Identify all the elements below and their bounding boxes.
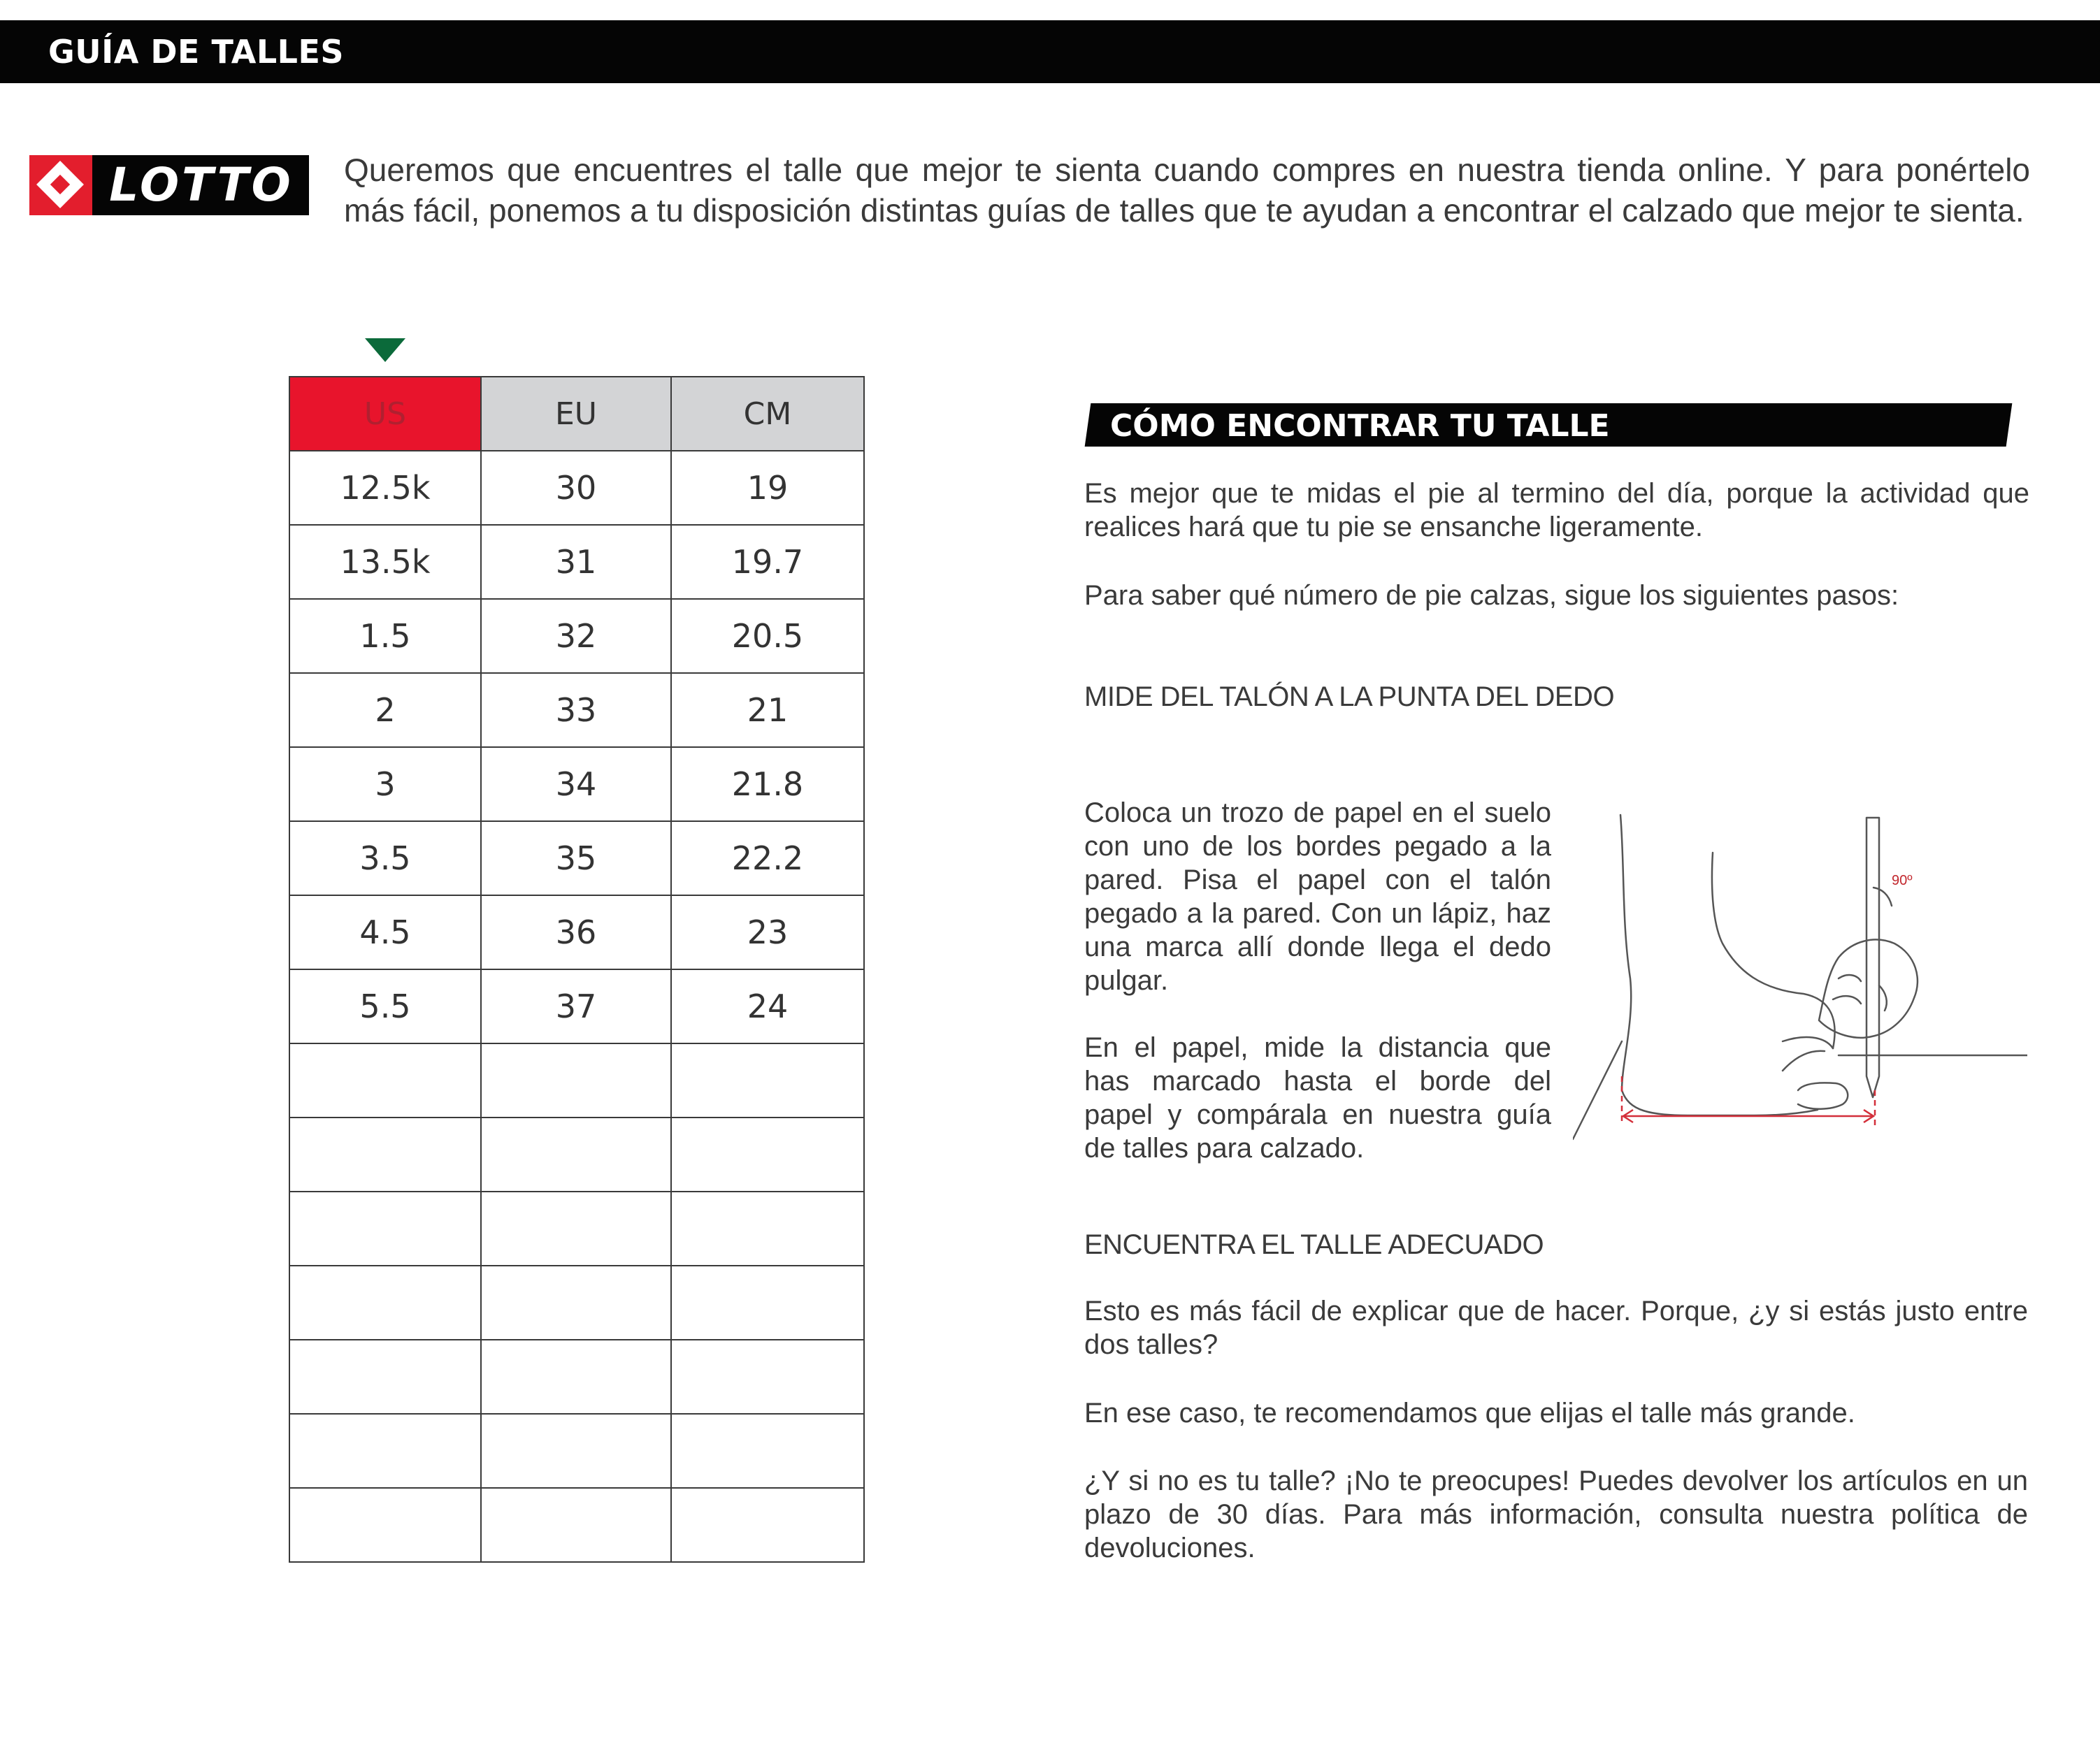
header-bar	[0, 20, 2100, 83]
table-row	[289, 1118, 864, 1192]
cell-us	[289, 1488, 481, 1562]
table-row	[289, 747, 864, 821]
cell-eu	[481, 1488, 671, 1562]
lotto-logo	[29, 155, 309, 215]
step1-heading: MIDE DEL TALÓN A LA PUNTA DEL DEDO	[1084, 681, 1615, 712]
leg-back-line	[1620, 815, 1631, 1090]
table-row	[289, 1266, 864, 1340]
cell-eu	[481, 1414, 671, 1488]
table-row	[289, 1414, 864, 1488]
toe-detail	[1798, 1083, 1848, 1108]
cell-eu	[481, 1043, 671, 1118]
cell-cm	[671, 1266, 864, 1340]
cell-cm: 20.5	[671, 599, 864, 673]
size-table-header	[289, 377, 864, 451]
cell-eu: 32	[481, 599, 671, 673]
cell-eu	[481, 1266, 671, 1340]
table-row	[289, 1340, 864, 1414]
cell-cm: 22.2	[671, 821, 864, 895]
table-row	[289, 1488, 864, 1562]
table-row	[289, 525, 864, 599]
cell-cm: 23	[671, 895, 864, 969]
cell-us	[289, 1192, 481, 1266]
logo-wordmark: LOTTO	[109, 158, 294, 212]
finger-1	[1839, 975, 1861, 981]
table-row	[289, 1043, 864, 1118]
column-header-eu[interactable]: EU	[481, 377, 671, 451]
cell-us: 12.5k	[289, 451, 481, 525]
finger-2	[1833, 996, 1861, 1004]
table-row	[289, 1192, 864, 1266]
cell-us: 5.5	[289, 969, 481, 1043]
toes-outline	[1783, 1037, 1833, 1048]
cell-eu	[481, 1118, 671, 1192]
wall-floor-line	[1573, 1041, 1622, 1139]
cell-cm	[671, 1118, 864, 1192]
cell-us	[289, 1266, 481, 1340]
cell-cm: 19.7	[671, 525, 864, 599]
step2-heading: ENCUENTRA EL TALLE ADECUADO	[1084, 1229, 1544, 1260]
cell-us: 4.5	[289, 895, 481, 969]
cell-us: 2	[289, 673, 481, 747]
foot-measurement-illustration	[1573, 811, 2027, 1146]
step2-paragraph-3: ¿Y si no es tu talle? ¡No te preocupes! Puedes devolver los artículos en un plazo de 30 días. Para más información, consulta nuestra política de devoluciones.	[1084, 1466, 2028, 1563]
cell-us: 1.5	[289, 599, 481, 673]
cell-cm: 21	[671, 673, 864, 747]
step1-paragraph-2: En el papel, mide la distancia que has marcado hasta el borde del papel y compárala en nuestra guía de talles para calzado.	[1084, 1032, 1551, 1164]
step2-paragraph-2: En ese caso, te recomendamos que elijas el talle más grande.	[1084, 1398, 1855, 1429]
lotto-diamond-icon	[36, 161, 84, 208]
cell-cm	[671, 1414, 864, 1488]
cell-cm	[671, 1192, 864, 1266]
cell-eu: 35	[481, 821, 671, 895]
cell-eu: 36	[481, 895, 671, 969]
logo-red-block	[29, 155, 92, 215]
guide-steps-intro: Para saber qué número de pie calzas, sigue los siguientes pasos:	[1084, 580, 1899, 611]
angle-arc	[1874, 888, 1892, 906]
cell-cm: 21.8	[671, 747, 864, 821]
cell-us	[289, 1414, 481, 1488]
cell-eu: 33	[481, 673, 671, 747]
column-header-cm[interactable]: CM	[671, 377, 864, 451]
angle-label: 90º	[1892, 873, 1913, 888]
cell-cm: 19	[671, 451, 864, 525]
intro-text: Queremos que encuentres el talle que mejor te sienta cuando compres en nuestra tienda online. Y para ponértelo más fácil, ponemos a tu disposición distintas guías de talles que te ayudan a encontrar el calzado que mejor te sienta.	[344, 152, 2030, 229]
cell-us: 3.5	[289, 821, 481, 895]
cell-eu	[481, 1340, 671, 1414]
table-row	[289, 895, 864, 969]
page-title: GUÍA DE TALLES	[48, 33, 345, 71]
foot-arch-line	[1783, 1051, 1825, 1071]
table-row	[289, 969, 864, 1043]
cell-eu	[481, 1192, 671, 1266]
cell-us: 3	[289, 747, 481, 821]
column-header-us[interactable]: US	[289, 377, 481, 451]
cell-us	[289, 1043, 481, 1118]
cell-eu: 37	[481, 969, 671, 1043]
size-table	[289, 376, 865, 1563]
section-title: CÓMO ENCONTRAR TU TALLE	[1110, 408, 1610, 444]
thumb	[1879, 985, 1887, 1011]
cell-cm: 24	[671, 969, 864, 1043]
cell-eu: 34	[481, 747, 671, 821]
step1-paragraph-1: Coloca un trozo de papel en el suelo con uno de los bordes pegado a la pared. Pisa el papel con el talón pegado a la pared. Con un lápiz, haz una marca allí donde llega el dedo pulgar.	[1084, 797, 1551, 996]
table-row	[289, 599, 864, 673]
foot-top-outline	[1712, 853, 1835, 1048]
cell-us	[289, 1118, 481, 1192]
cell-cm	[671, 1043, 864, 1118]
selected-column-marker-icon	[365, 338, 405, 362]
cell-cm	[671, 1340, 864, 1414]
table-row	[289, 673, 864, 747]
cell-eu: 31	[481, 525, 671, 599]
cell-cm	[671, 1488, 864, 1562]
cell-us: 13.5k	[289, 525, 481, 599]
cell-us	[289, 1340, 481, 1414]
table-row	[289, 451, 864, 525]
cell-eu: 30	[481, 451, 671, 525]
guide-intro-paragraph: Es mejor que te midas el pie al termino del día, porque la actividad que realices hará que tu pie se ensanche ligeramente.	[1084, 478, 2029, 542]
table-row	[289, 821, 864, 895]
step2-paragraph-1: Esto es más fácil de explicar que de hacer. Porque, ¿y si estás justo entre dos talles?	[1084, 1296, 2028, 1360]
foot-sole-outline	[1622, 1090, 1818, 1115]
